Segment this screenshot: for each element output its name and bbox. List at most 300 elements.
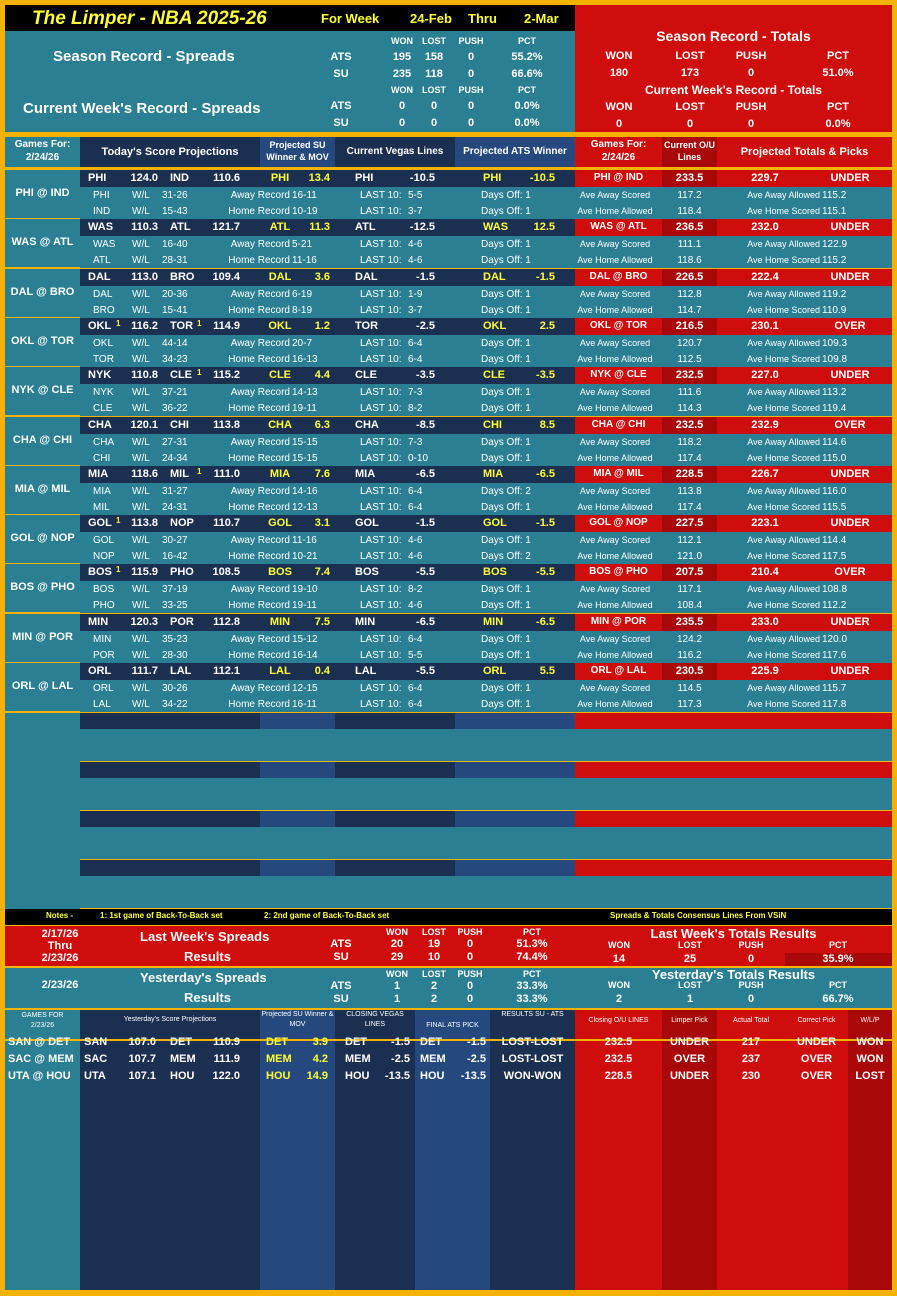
- days-off: Days Off: 1: [481, 584, 531, 595]
- total-pick: UNDER: [830, 468, 870, 480]
- yday-home: MEM: [170, 1053, 196, 1065]
- totals-col-header: WON: [605, 101, 633, 113]
- days-off: Days Off: 1: [481, 338, 531, 349]
- empty-main-row: [575, 713, 892, 729]
- empty-main-row: [455, 860, 575, 876]
- days-off: Days Off: 1: [481, 683, 531, 694]
- split-record: 19-10: [292, 584, 318, 595]
- game-matchup: MIA @ MIL: [14, 483, 71, 495]
- totals-col-header: PUSH: [735, 50, 767, 62]
- ats-line: 12.5: [533, 221, 555, 233]
- last10-label: LAST 10:: [360, 387, 402, 398]
- days-off: Days Off: 1: [481, 699, 531, 710]
- split-label: Home Record: [228, 650, 290, 661]
- wl-record: 16-40: [162, 239, 188, 250]
- yday-pick: OVER: [673, 1053, 706, 1065]
- last10-record: 3-7: [408, 206, 423, 217]
- totals-pct: 35.9%: [822, 953, 854, 965]
- ats-team: ORL: [483, 665, 507, 677]
- note-1: 1: 1st game of Back-To-Back set: [100, 911, 223, 920]
- split-record: 8-19: [292, 305, 313, 316]
- last10-record: 4-6: [408, 535, 423, 546]
- yday-vegas-line: -2.5: [391, 1053, 410, 1065]
- stat2-label: Ave Away Allowed: [747, 190, 820, 200]
- away-team: WAS: [88, 221, 114, 233]
- days-off: Days Off: 1: [481, 600, 531, 611]
- stat2-label: Ave Away Allowed: [747, 486, 820, 496]
- hdr-games-date-2: 2/24/26: [601, 152, 636, 163]
- stat2-label: Ave Home Scored: [747, 206, 820, 216]
- home-team: CHI: [170, 419, 189, 431]
- sub-team: OKL: [93, 338, 114, 349]
- stat1-label: Ave Away Scored: [579, 437, 651, 447]
- record-row-label: SU: [333, 117, 349, 129]
- away-team: OKL: [88, 320, 112, 332]
- week-thru: Thru: [468, 11, 497, 26]
- su-mov: 1.2: [314, 320, 330, 332]
- wl-label: W/L: [132, 600, 150, 611]
- wl-record: 15-41: [162, 305, 188, 316]
- for-week-label: For Week: [321, 11, 380, 26]
- game-matchup: MIN @ POR: [12, 631, 73, 643]
- ou-matchup: GOL @ NOP: [589, 517, 648, 528]
- yday-vegas-team: HOU: [345, 1070, 370, 1082]
- stat1-label: Ave Home Allowed: [577, 453, 653, 463]
- game-matchup: WAS @ ATL: [11, 236, 74, 248]
- yday-home: DET: [170, 1036, 192, 1048]
- days-off: Days Off: 1: [481, 190, 531, 201]
- yday-correct: OVER: [800, 1053, 833, 1065]
- home-team: POR: [170, 616, 194, 628]
- ou-matchup: DAL @ BRO: [589, 271, 648, 282]
- last10-label: LAST 10:: [360, 584, 402, 595]
- record-col-header: PCT: [518, 36, 536, 46]
- hdr-vegas-label: Current Vegas Lines: [346, 146, 444, 157]
- vegas-team: CHA: [355, 419, 379, 431]
- last-week-date2: 2/23/26: [41, 952, 79, 964]
- stat1-value: 114.7: [677, 305, 702, 316]
- split-label: Home Record: [228, 305, 290, 316]
- empty-main-row: [260, 762, 335, 778]
- last-week-title: Last Week's Spreads: [140, 929, 270, 944]
- last10-label: LAST 10:: [360, 437, 402, 448]
- sub-team: LAL: [93, 699, 111, 710]
- sub-team: PHI: [93, 190, 110, 201]
- ou-line: 233.5: [675, 172, 704, 184]
- yday-su-team: HOU: [266, 1070, 291, 1082]
- game-matchup: GOL @ NOP: [10, 532, 75, 544]
- empty-main-row: [260, 811, 335, 827]
- wl-record: 15-43: [162, 206, 188, 217]
- stat2-value: 115.5: [822, 502, 847, 513]
- yday-ats-team: MEM: [420, 1053, 446, 1065]
- total-pick: UNDER: [830, 369, 870, 381]
- last10-label: LAST 10:: [360, 634, 402, 645]
- yday-pick: UNDER: [669, 1036, 710, 1048]
- record-col-header: PUSH: [458, 85, 484, 95]
- hdr-projections-label: Today's Score Projections: [101, 146, 239, 158]
- note-2: 2: 2nd game of Back-To-Back set: [264, 911, 390, 920]
- su-team: CHA: [268, 419, 292, 431]
- sub-team: MIL: [93, 502, 110, 513]
- wl-label: W/L: [132, 239, 150, 250]
- yday-hdr-actual: Actual Total: [732, 1017, 770, 1024]
- yday-pick: UNDER: [669, 1070, 710, 1082]
- wl-label: W/L: [132, 387, 150, 398]
- away-team: PHI: [88, 172, 107, 184]
- wl-label: W/L: [132, 699, 150, 710]
- vegas-line: -5.5: [416, 665, 435, 677]
- record-won: 29: [390, 951, 404, 963]
- wl-record: 34-22: [162, 699, 188, 710]
- stat1-value: 117.3: [677, 699, 702, 710]
- yday-home: HOU: [170, 1070, 195, 1082]
- game-matchup: PHI @ IND: [15, 187, 70, 199]
- empty-sub-row: [80, 729, 892, 761]
- stat2-value: 113.2: [822, 387, 847, 398]
- split-record: 15-12: [292, 634, 318, 645]
- yday-su-mov: 14.9: [306, 1070, 328, 1082]
- stat1-value: 124.2: [676, 634, 703, 645]
- empty-main-row: [575, 860, 892, 876]
- yday-ou: 228.5: [604, 1070, 633, 1082]
- home-team: BRO: [170, 271, 195, 283]
- record-row-label: SU: [333, 951, 349, 963]
- stat2-label: Ave Home Scored: [747, 600, 820, 610]
- b2b-marker: 1: [116, 319, 121, 328]
- yday-ou: 232.5: [604, 1036, 633, 1048]
- record-won: 0: [398, 117, 406, 129]
- record-push: 0: [467, 117, 475, 129]
- stat1-label: Ave Away Scored: [579, 190, 651, 200]
- ats-team: MIA: [483, 468, 504, 480]
- b2b-marker: 1: [116, 565, 121, 574]
- yday-column: [662, 1010, 717, 1290]
- yesterday-totals-title: Yesterday's Totals Results: [651, 967, 816, 982]
- wl-label: W/L: [132, 634, 150, 645]
- record-col-header: WON: [391, 36, 413, 46]
- ats-team: BOS: [483, 566, 507, 578]
- record-lost: 19: [427, 938, 441, 950]
- empty-main-row: [260, 713, 335, 729]
- wl-record: 20-36: [162, 289, 188, 300]
- stat1-value: 111.6: [677, 387, 702, 398]
- ats-line: -1.5: [536, 517, 555, 529]
- split-label: Away Record: [230, 190, 290, 201]
- sub-team: ATL: [93, 255, 111, 266]
- ats-line: -3.5: [536, 369, 555, 381]
- last10-record: 4-6: [408, 239, 423, 250]
- empty-sub-row: [80, 876, 892, 908]
- totals-col-header: PCT: [829, 940, 847, 950]
- split-record: 16-14: [292, 650, 318, 661]
- split-record: 10-21: [292, 551, 318, 562]
- wl-record: 28-30: [162, 650, 188, 661]
- ou-line: 232.5: [675, 419, 704, 431]
- su-mov: 11.3: [309, 221, 330, 233]
- days-off: Days Off: 1: [481, 255, 531, 266]
- last10-label: LAST 10:: [360, 190, 402, 201]
- su-team: LAL: [269, 665, 291, 677]
- days-off: Days Off: 1: [481, 535, 531, 546]
- split-label: Home Record: [228, 453, 290, 464]
- su-team: PHI: [270, 172, 290, 184]
- home-score: 108.5: [212, 566, 240, 578]
- total-pick: OVER: [834, 419, 866, 431]
- home-team: PHO: [170, 566, 194, 578]
- stat2-label: Ave Away Allowed: [747, 634, 820, 644]
- days-off: Days Off: 1: [481, 354, 531, 365]
- away-score: 113.8: [131, 517, 158, 529]
- home-team: TOR: [170, 320, 194, 332]
- stat1-value: 120.7: [676, 338, 703, 349]
- wl-label: W/L: [132, 289, 150, 300]
- stat1-value: 112.8: [677, 289, 702, 300]
- su-team: CLE: [269, 369, 291, 381]
- wl-label: W/L: [132, 683, 150, 694]
- totals-col-header: LOST: [678, 980, 702, 990]
- days-off: Days Off: 1: [481, 289, 531, 300]
- yday-result: WON-WON: [503, 1070, 562, 1082]
- sub-team: GOL: [93, 535, 115, 546]
- home-team: MIL: [170, 468, 189, 480]
- season-totals-title: Season Record - Totals: [656, 28, 811, 44]
- vegas-team: PHI: [355, 172, 374, 184]
- record-push: 0: [466, 980, 474, 992]
- away-score: 120.1: [130, 419, 158, 431]
- empty-main-row: [335, 713, 455, 729]
- yday-su-mov: 3.9: [312, 1036, 328, 1048]
- vegas-team: ATL: [355, 221, 376, 233]
- wl-label: W/L: [132, 486, 150, 497]
- days-off: Days Off: 1: [481, 437, 531, 448]
- yday-matchup: SAC @ MEM: [8, 1053, 74, 1065]
- su-team: GOL: [268, 517, 292, 529]
- stat2-value: 115.0: [822, 453, 847, 464]
- away-score: 115.9: [131, 566, 158, 578]
- split-label: Home Record: [228, 354, 290, 365]
- last10-label: LAST 10:: [360, 535, 402, 546]
- stat2-label: Ave Home Scored: [747, 551, 820, 561]
- split-label: Away Record: [230, 535, 290, 546]
- record-push: 0: [466, 951, 474, 963]
- proj-total: 232.9: [751, 419, 779, 431]
- away-score: 116.2: [131, 320, 158, 332]
- ats-line: -6.5: [536, 616, 555, 628]
- record-lost: 2: [430, 993, 438, 1005]
- stat2-value: 108.8: [822, 584, 848, 595]
- split-record: 11-16: [292, 535, 317, 546]
- last-week-totals-title: Last Week's Totals Results: [650, 926, 817, 941]
- sub-team: BRO: [93, 305, 115, 316]
- away-score: 111.7: [131, 665, 158, 677]
- total-pick: UNDER: [830, 271, 870, 283]
- wl-record: 33-25: [162, 600, 188, 611]
- wl-record: 30-27: [162, 535, 188, 546]
- vegas-team: MIA: [355, 468, 376, 480]
- sub-team: MIA: [93, 486, 111, 497]
- totals-col-header: LOST: [675, 50, 705, 62]
- split-record: 19-11: [292, 600, 317, 611]
- record-push: 0: [467, 51, 475, 63]
- last10-record: 5-5: [408, 650, 423, 661]
- last10-label: LAST 10:: [360, 239, 402, 250]
- vegas-line: -10.5: [409, 172, 435, 184]
- proj-total: 226.7: [751, 468, 779, 480]
- su-team: MIN: [269, 616, 291, 628]
- yday-hdr-date: 2/23/26: [30, 1022, 55, 1029]
- yday-hdr-wlp: W/L/P: [860, 1017, 880, 1024]
- week-spreads-title: Current Week's Record - Spreads: [23, 100, 261, 117]
- su-team: MIA: [269, 468, 291, 480]
- stat1-label: Ave Away Scored: [579, 634, 651, 644]
- total-pick: UNDER: [830, 517, 870, 529]
- record-col-header: PCT: [523, 969, 541, 979]
- ou-matchup: BOS @ PHO: [589, 566, 648, 577]
- record-row-label: SU: [333, 68, 349, 80]
- ats-team: GOL: [483, 517, 507, 529]
- hdr-ou-label: Current O/U Lines: [663, 140, 715, 162]
- yday-away: SAN: [84, 1036, 108, 1048]
- stat2-value: 116.0: [822, 486, 847, 497]
- stat2-label: Ave Away Allowed: [747, 338, 820, 348]
- vegas-line: -1.5: [416, 271, 435, 283]
- ou-matchup: MIA @ MIL: [593, 468, 644, 479]
- stat1-label: Ave Home Allowed: [577, 600, 653, 610]
- stat2-label: Ave Home Scored: [747, 403, 820, 413]
- su-team: OKL: [268, 320, 292, 332]
- yday-wlp: WON: [856, 1053, 884, 1065]
- stat1-label: Ave Home Allowed: [577, 305, 653, 315]
- yday-actual: 230: [741, 1070, 761, 1082]
- last10-label: LAST 10:: [360, 255, 402, 266]
- sub-team: DAL: [93, 289, 113, 300]
- ou-line: 235.5: [675, 616, 704, 628]
- away-team: MIA: [88, 468, 109, 480]
- yday-away: UTA: [84, 1070, 106, 1082]
- ats-line: 2.5: [539, 320, 555, 332]
- home-score: 112.1: [213, 665, 240, 677]
- stat2-value: 117.6: [822, 650, 847, 661]
- split-label: Home Record: [228, 600, 290, 611]
- last10-label: LAST 10:: [360, 486, 402, 497]
- stat2-value: 115.7: [822, 683, 847, 694]
- yesterday-date: 2/23/26: [41, 979, 79, 991]
- yday-column: [5, 1010, 80, 1290]
- days-off: Days Off: 2: [481, 486, 531, 497]
- last10-record: 6-4: [408, 634, 423, 645]
- yday-correct: UNDER: [796, 1036, 837, 1048]
- last10-label: LAST 10:: [360, 305, 402, 316]
- empty-sub-row: [80, 827, 892, 859]
- last10-label: LAST 10:: [360, 502, 402, 513]
- empty-main-row: [335, 762, 455, 778]
- totals-lost: 1: [686, 993, 694, 1005]
- record-row-label: SU: [333, 993, 349, 1005]
- split-label: Home Record: [228, 206, 290, 217]
- yday-matchup: SAN @ DET: [8, 1036, 71, 1048]
- totals-col-header: WON: [605, 50, 633, 62]
- last10-label: LAST 10:: [360, 338, 402, 349]
- su-mov: 7.4: [314, 566, 330, 578]
- away-score: 110.8: [131, 369, 158, 381]
- stat2-label: Ave Home Scored: [747, 453, 820, 463]
- total-pick: UNDER: [830, 616, 870, 628]
- home-score: 114.9: [213, 320, 240, 332]
- stat1-value: 118.2: [677, 437, 702, 448]
- split-record: 15-15: [292, 453, 318, 464]
- home-score: 111.0: [213, 468, 240, 480]
- stat1-value: 113.8: [677, 486, 702, 497]
- stat2-value: 122.9: [822, 239, 848, 250]
- yday-vegas-line: -1.5: [391, 1036, 410, 1048]
- sub-team: ORL: [93, 683, 114, 694]
- record-col-header: LOST: [422, 85, 446, 95]
- stat1-label: Ave Home Allowed: [577, 502, 653, 512]
- wl-record: 37-21: [162, 387, 188, 398]
- record-row-label: ATS: [330, 51, 352, 63]
- record-pct: 51.3%: [516, 938, 548, 950]
- vegas-line: -5.5: [416, 566, 435, 578]
- stat2-value: 115.1: [822, 206, 847, 217]
- proj-total: 232.0: [751, 221, 779, 233]
- record-pct: 66.6%: [511, 68, 543, 80]
- proj-total: 230.1: [751, 320, 779, 332]
- sub-team: NOP: [93, 551, 115, 562]
- totals-lost: 25: [683, 953, 697, 965]
- ou-matchup: OKL @ TOR: [589, 320, 648, 331]
- totals-pct: 66.7%: [822, 993, 854, 1005]
- wl-label: W/L: [132, 535, 150, 546]
- yday-away-score: 107.7: [128, 1053, 156, 1065]
- stat1-value: 112.1: [677, 535, 702, 546]
- record-lost: 118: [425, 68, 443, 80]
- wl-record: 24-34: [162, 453, 188, 464]
- ats-line: -1.5: [536, 271, 555, 283]
- empty-main-row: [575, 762, 892, 778]
- away-score: 113.0: [131, 271, 158, 283]
- su-team: ATL: [269, 221, 291, 233]
- ats-team: PHI: [483, 172, 502, 184]
- last10-label: LAST 10:: [360, 206, 402, 217]
- totals-col-header: PCT: [827, 101, 849, 113]
- stat2-label: Ave Away Allowed: [747, 239, 820, 249]
- sub-team: CHI: [93, 453, 111, 464]
- sub-team: TOR: [93, 354, 114, 365]
- away-team: CHA: [88, 419, 112, 431]
- home-team: LAL: [170, 665, 192, 677]
- su-mov: 7.6: [314, 468, 330, 480]
- total-pick: OVER: [834, 566, 866, 578]
- empty-games-col: [5, 713, 80, 909]
- vegas-team: GOL: [355, 517, 379, 529]
- split-label: Home Record: [228, 502, 290, 513]
- proj-total: 229.7: [751, 172, 779, 184]
- stat2-label: Ave Away Allowed: [747, 535, 820, 545]
- split-record: 5-21: [292, 239, 313, 250]
- split-label: Away Record: [230, 387, 290, 398]
- stat1-value: 112.5: [677, 354, 702, 365]
- vegas-team: CLE: [355, 369, 377, 381]
- su-team: DAL: [268, 271, 292, 283]
- last10-record: 6-4: [408, 683, 423, 694]
- stat1-label: Ave Away Scored: [579, 387, 651, 397]
- home-team: NOP: [170, 517, 194, 529]
- proj-total: 233.0: [751, 616, 779, 628]
- vegas-team: TOR: [355, 320, 379, 332]
- empty-main-row: [335, 811, 455, 827]
- wl-record: 28-31: [162, 255, 188, 266]
